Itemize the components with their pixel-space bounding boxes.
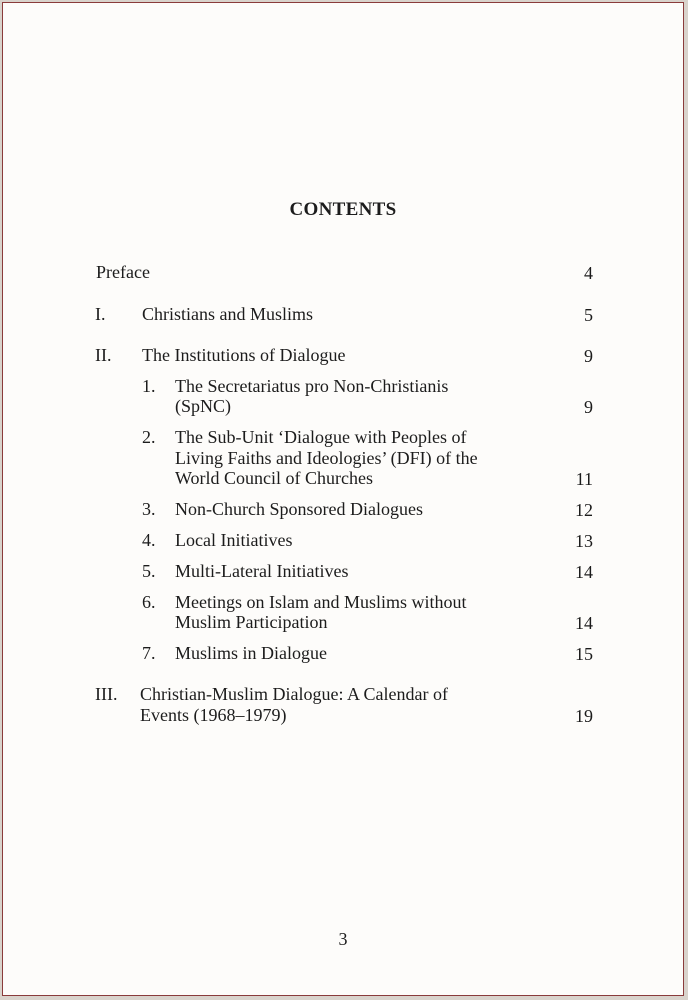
toc-subentry-7-number: 7.	[142, 643, 156, 663]
page-number: 3	[338, 929, 348, 949]
toc-entry-preface-page: 4	[584, 263, 593, 283]
toc-subentry-2-title-line1: The Sub-Unit ‘Dialogue with Peoples of	[175, 427, 467, 447]
toc-entry-1-number: I.	[95, 304, 106, 324]
toc-entry-preface-title: Preface	[96, 262, 150, 282]
toc-entry-3-page: 19	[575, 706, 593, 726]
toc-entry-1-page: 5	[584, 305, 593, 325]
toc-entry-1-title: Christians and Muslims	[142, 304, 314, 324]
toc-entry-3-title-line2: Events (1968–1979)	[140, 705, 287, 725]
toc-entry-2-number: II.	[95, 345, 112, 365]
toc-subentry-5-number: 5.	[142, 561, 156, 581]
document-page	[2, 2, 684, 996]
toc-entry-2-title: The Institutions of Dialogue	[142, 345, 346, 365]
toc-subentry-3-title: Non-Church Sponsored Dialogues	[175, 499, 423, 519]
toc-subentry-4-number: 4.	[142, 530, 156, 550]
toc-subentry-7-page: 15	[575, 644, 593, 664]
toc-entry-2-page: 9	[584, 346, 593, 366]
toc-entry-3-title-line1: Christian-Muslim Dialogue: A Calendar of	[140, 684, 448, 704]
toc-subentry-6-title-line1: Meetings on Islam and Muslims without	[175, 592, 467, 612]
toc-subentry-4-title: Local Initiatives	[175, 530, 293, 550]
toc-subentry-6-page: 14	[575, 613, 593, 633]
contents-title: CONTENTS	[289, 199, 397, 220]
toc-subentry-6-number: 6.	[142, 592, 156, 612]
toc-subentry-1-page: 9	[584, 397, 593, 417]
toc-subentry-3-page: 12	[575, 500, 593, 520]
toc-entry-3-number: III.	[95, 684, 118, 704]
toc-subentry-6-title-line2: Muslim Participation	[175, 612, 328, 632]
toc-subentry-1-number: 1.	[142, 376, 156, 396]
toc-subentry-7-title: Muslims in Dialogue	[175, 643, 327, 663]
toc-subentry-2-title-line3: World Council of Churches	[175, 468, 374, 488]
toc-subentry-5-page: 14	[575, 562, 593, 582]
toc-subentry-2-title-line2: Living Faiths and Ideologies’ (DFI) of the	[175, 448, 478, 468]
toc-subentry-1-title-line2: (SpNC)	[175, 396, 232, 416]
toc-subentry-2-page: 11	[575, 469, 593, 489]
toc-subentry-3-number: 3.	[142, 499, 156, 519]
toc-subentry-1-title-line1: The Secretariatus pro Non-Christianis	[175, 376, 449, 396]
toc-subentry-5-title: Multi-Lateral Initiatives	[175, 561, 349, 581]
toc-subentry-4-page: 13	[575, 531, 593, 551]
toc-subentry-2-number: 2.	[142, 427, 156, 447]
